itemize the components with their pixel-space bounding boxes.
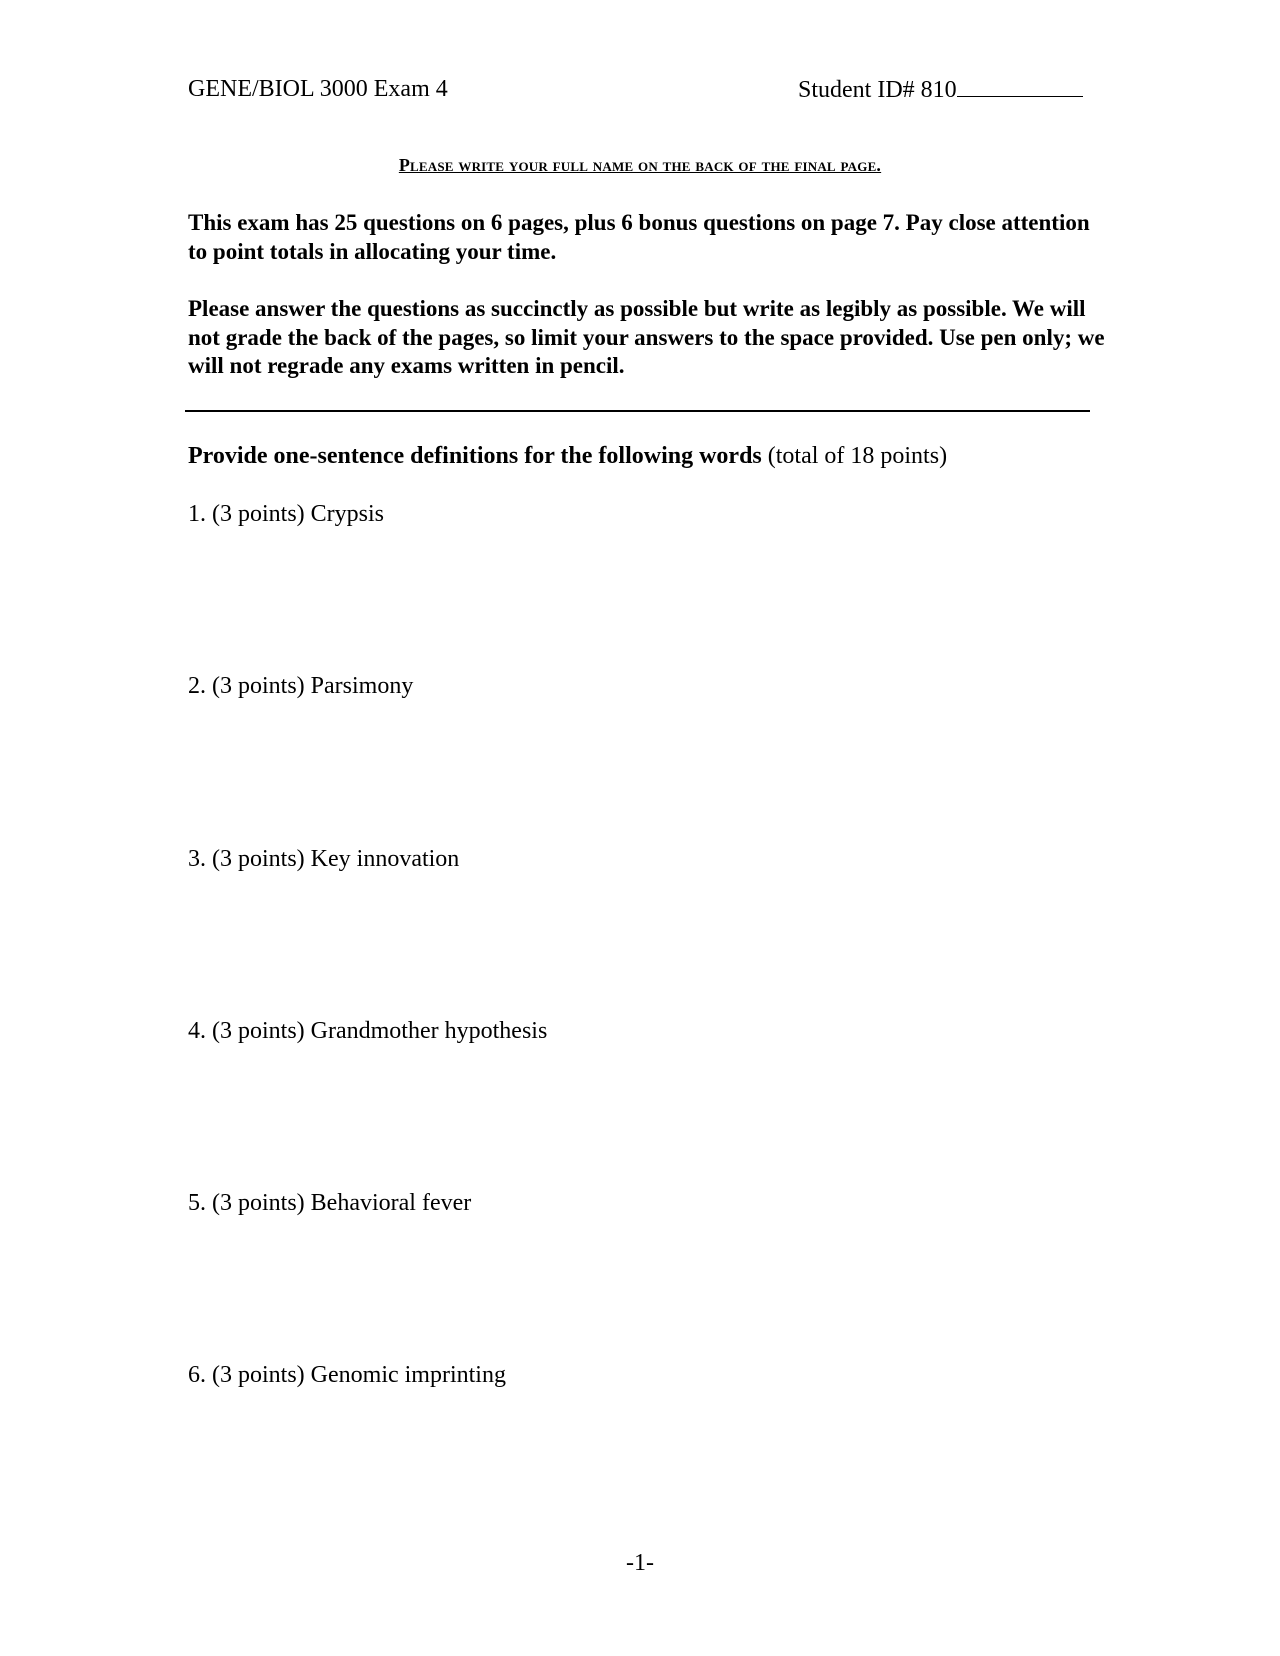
question-4: 4. (3 points) Grandmother hypothesis	[188, 1018, 548, 1044]
student-id-label: Student ID# 810	[798, 77, 957, 103]
intro-paragraph-time: This exam has 25 questions on 6 pages, plus 6 bonus questions on page 7. Pay close attention to point totals in allocating your time.	[188, 210, 1090, 264]
intro-paragraph-rules: Please answer the questions as succinctly as possible but write as legibly as possible. We will not grade the back of the pages, so limit your answers to the space provided. Use pen only; we will not regrade any exams written in pencil.	[188, 296, 1105, 378]
student-id-field	[798, 74, 1083, 105]
student-id-blank	[957, 74, 1083, 97]
question-2: 2. (3 points) Parsimony	[188, 673, 414, 699]
name-notice: Please write your full name on the back of the final page.	[398, 155, 882, 175]
question-1: 1. (3 points) Crypsis	[188, 501, 385, 527]
question-5: 5. (3 points) Behavioral fever	[188, 1190, 472, 1216]
section-instructions	[188, 441, 947, 471]
course-title: GENE/BIOL 3000 Exam 4	[188, 76, 448, 102]
question-3: 3. (3 points) Key innovation	[188, 846, 460, 872]
instruction-points-text: (total of 18 points)	[761, 443, 948, 469]
page-number: -1-	[626, 1550, 654, 1576]
instruction-bold-text: Provide one-sentence definitions for the following words	[188, 443, 762, 469]
section-divider	[185, 410, 1090, 412]
question-6: 6. (3 points) Genomic imprinting	[188, 1362, 506, 1388]
